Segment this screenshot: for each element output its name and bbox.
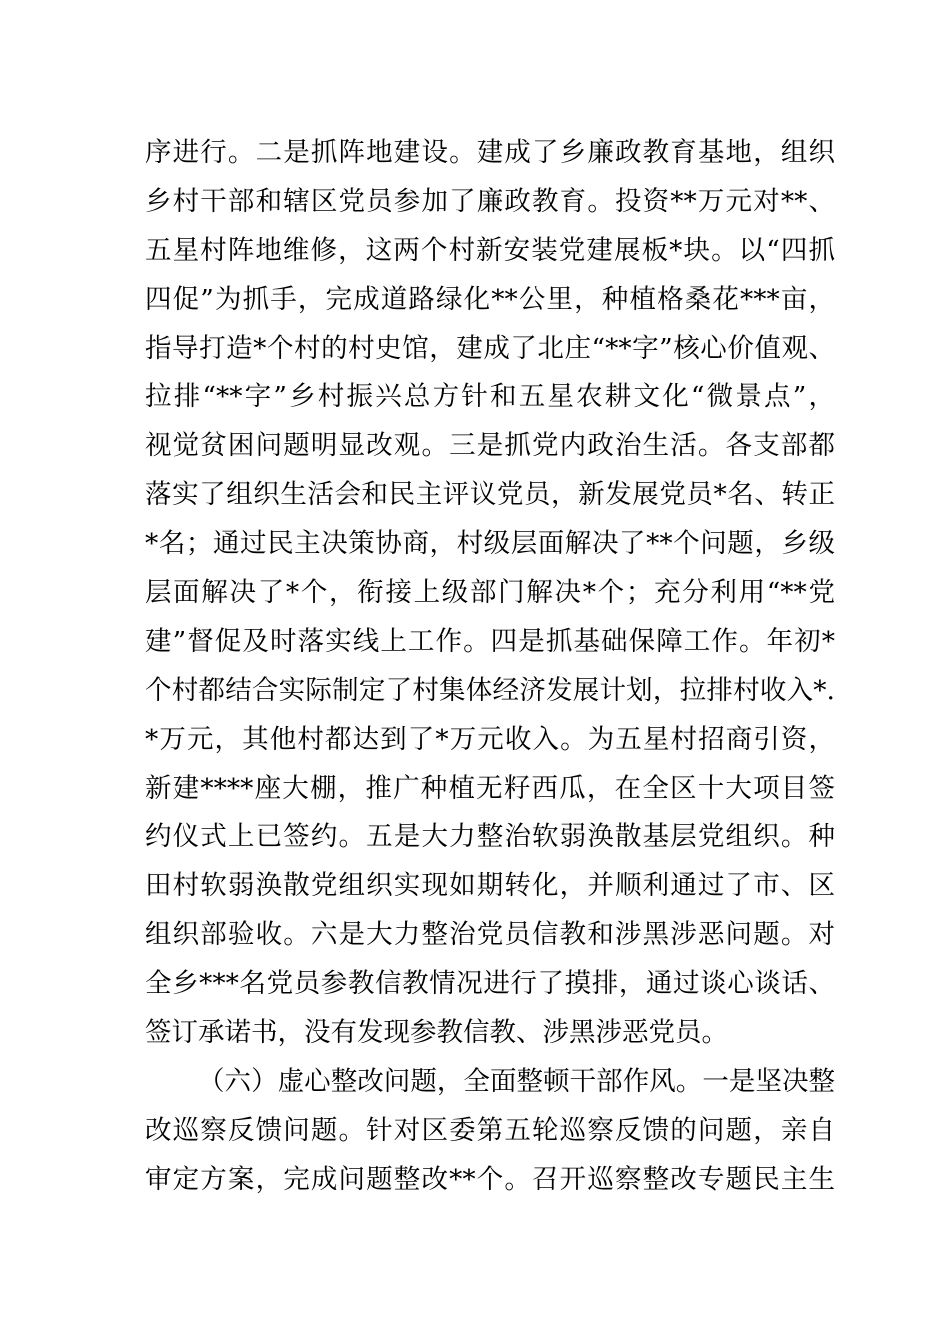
- text-line-14: 新建****座大棚，推广种植无籽西瓜，在全区十大项目签: [145, 772, 835, 804]
- text-line-11: 建”督促及时落实线上工作。四是抓基础保障工作。年初*: [145, 625, 835, 657]
- text-line-5: 指导打造*个村的村史馆，建成了北庄“**字”核心价值观、: [145, 332, 835, 364]
- text-line-1: 序进行。二是抓阵地建设。建成了乡廉政教育基地，组织: [145, 137, 835, 168]
- text-line-16: 田村软弱涣散党组织实现如期转化，并顺利通过了市、区: [145, 870, 835, 902]
- text-line-10: 层面解决了*个，衔接上级部门解决*个；充分利用“**党: [145, 577, 835, 609]
- text-line-2: 乡村干部和辖区党员参加了廉政教育。投资**万元对**、: [145, 185, 835, 217]
- text-line-7: 视觉贫困问题明显改观。三是抓党内政治生活。各支部都: [145, 430, 835, 462]
- text-line-12: 个村都结合实际制定了村集体经济发展计划，拉排村收入*.: [145, 674, 835, 706]
- text-line-21: 改巡察反馈问题。针对区委第五轮巡察反馈的问题，亲自: [145, 1114, 835, 1146]
- text-line-3: 五星村阵地维修，这两个村新安装党建展板*块。以“四抓: [145, 234, 835, 266]
- text-line-4: 四促”为抓手，完成道路绿化**公里，种植格桑花***亩，: [145, 283, 835, 315]
- section-heading-line: （六）虚心整改问题，全面整顿干部作风。一是坚决整: [198, 1065, 835, 1097]
- text-line-17: 组织部验收。六是大力整治党员信教和涉黑涉恶问题。对: [145, 919, 835, 951]
- text-line-6: 拉排“**字”乡村振兴总方针和五星农耕文化“微景点”，: [145, 381, 835, 413]
- text-line-9: *名；通过民主决策协商，村级层面解决了**个问题，乡级: [145, 528, 835, 560]
- text-line-8: 落实了组织生活会和民主评议党员，新发展党员*名、转正: [145, 479, 835, 511]
- text-line-13: *万元，其他村都达到了*万元收入。为五星村招商引资，: [145, 723, 835, 755]
- text-line-18: 全乡***名党员参教信教情况进行了摸排，通过谈心谈话、: [145, 968, 835, 1000]
- text-line-19: 签订承诺书，没有发现参教信教、涉黑涉恶党员。: [145, 1017, 728, 1049]
- body-text: [145, 129, 835, 1205]
- text-line-22: 审定方案，完成问题整改**个。召开巡察整改专题民主生: [145, 1163, 835, 1195]
- text-line-15: 约仪式上已签约。五是大力整治软弱涣散基层党组织。种: [145, 821, 835, 853]
